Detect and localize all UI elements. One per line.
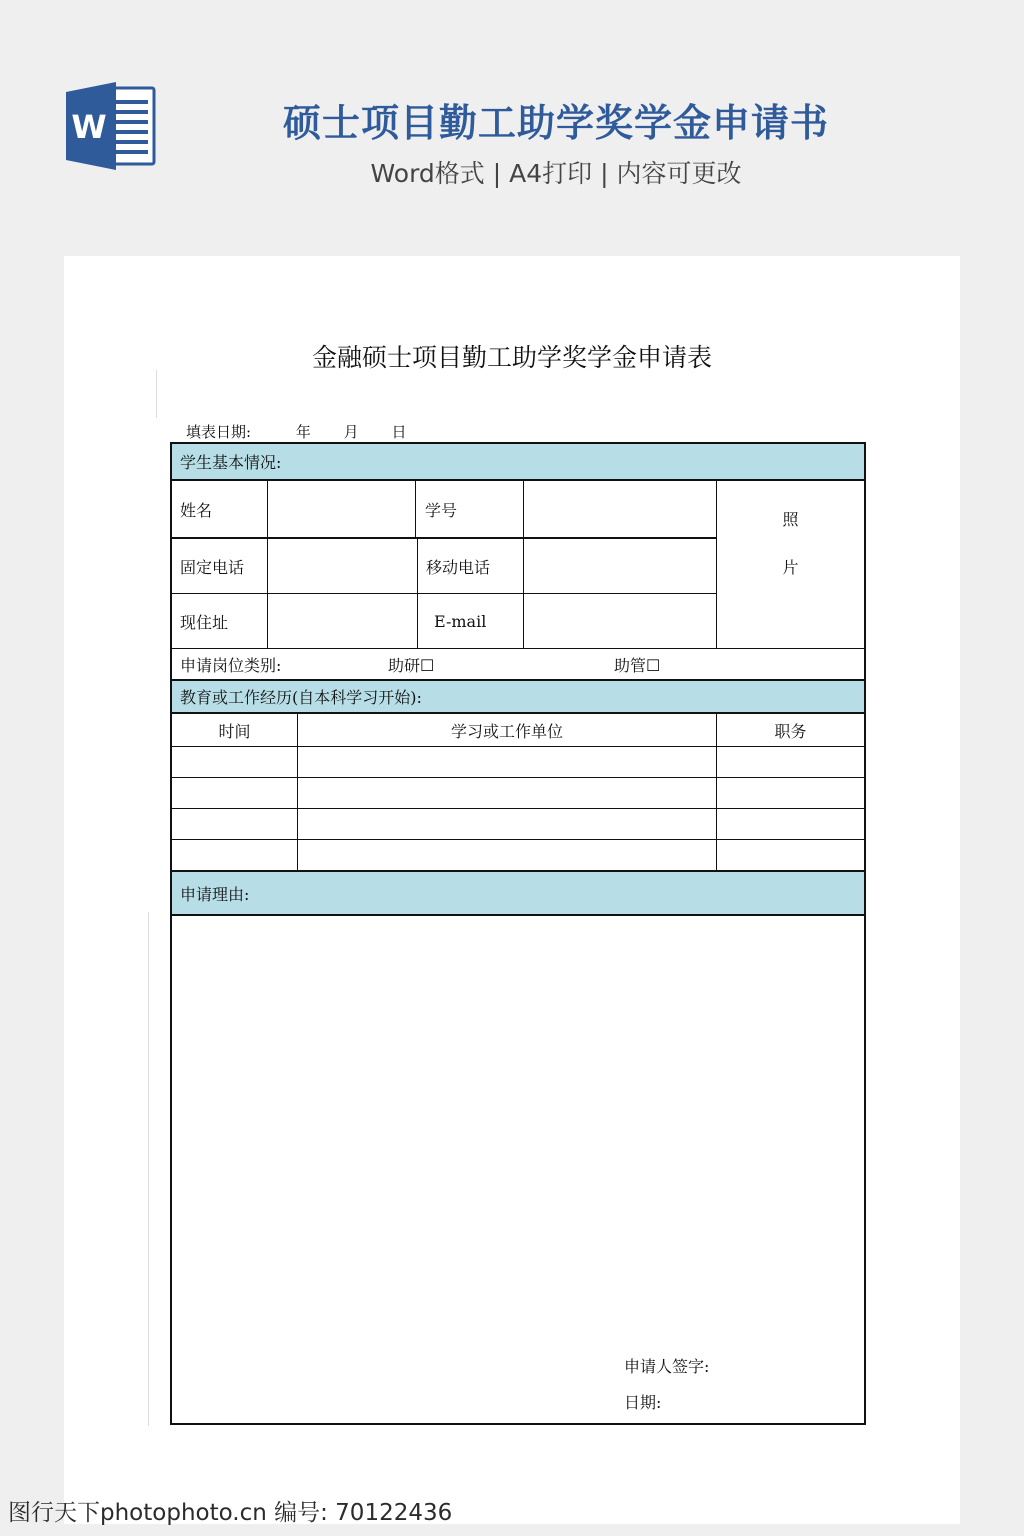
margin-guide — [148, 912, 149, 1426]
experience-org-cell[interactable] — [298, 747, 716, 777]
grid-line — [172, 808, 864, 809]
word-icon — [64, 82, 158, 170]
address-field[interactable] — [268, 594, 415, 648]
experience-header-role: 职务 — [774, 722, 807, 741]
email-label: E-mail — [434, 611, 487, 631]
experience-header-time: 时间 — [218, 722, 251, 741]
grid-line — [716, 714, 717, 870]
fill-date-day: 日 — [391, 423, 407, 441]
grid-line — [716, 481, 717, 648]
email-field[interactable] — [524, 594, 716, 648]
signature-label: 申请人签字: — [624, 1356, 710, 1376]
fill-date-year: 年 — [295, 423, 311, 441]
experience-time-cell[interactable] — [172, 747, 297, 777]
landline-label: 固定电话 — [180, 557, 245, 577]
fill-date-month: 月 — [343, 423, 359, 441]
promo-title: 硕士项目勤工助学奖学金申请书 — [282, 101, 829, 145]
grid-line — [415, 481, 416, 539]
promo-subtitle: Word格式 | A4打印 | 内容可更改 — [370, 159, 742, 188]
promo-header — [0, 0, 1024, 240]
student-id-label: 学号 — [425, 501, 458, 520]
grid-line — [172, 777, 864, 778]
date-label: 日期: — [624, 1392, 662, 1412]
grid-line — [172, 537, 716, 539]
position-label: 申请岗位类别: — [180, 656, 282, 675]
watermark: 图行天下photophoto.cn 编号: 70122436 — [8, 1500, 453, 1526]
form-title: 金融硕士项目勤工助学奖学金申请表 — [311, 343, 712, 372]
photo-label-2: 片 — [782, 557, 799, 577]
name-label: 姓名 — [180, 501, 213, 520]
mobile-label: 移动电话 — [426, 557, 491, 577]
photo-label-1: 照 — [782, 509, 799, 529]
reason-textarea[interactable] — [172, 917, 864, 1347]
grid-line — [297, 714, 298, 870]
fill-date-label: 填表日期: — [186, 423, 252, 441]
experience-role-cell[interactable] — [717, 747, 864, 777]
section-basic-info: 学生基本情况: — [172, 444, 864, 481]
grid-line — [172, 593, 716, 594]
margin-guide — [156, 370, 157, 418]
landline-field[interactable] — [268, 539, 415, 593]
fill-date-line — [186, 421, 434, 442]
name-field[interactable] — [268, 481, 415, 538]
grid-line — [172, 839, 864, 840]
experience-header-org: 学习或工作单位 — [450, 722, 563, 741]
position-option-research[interactable]: 助研☐ — [388, 656, 435, 675]
grid-line — [523, 481, 524, 648]
position-option-admin[interactable]: 助管☐ — [614, 656, 661, 675]
section-reason: 申请理由: — [172, 872, 864, 916]
grid-line — [267, 481, 268, 648]
application-form — [170, 442, 866, 1425]
address-label: 现住址 — [180, 612, 229, 632]
section-experience: 教育或工作经历(自本科学习开始): — [172, 681, 864, 714]
mobile-field[interactable] — [524, 539, 716, 593]
logo-letter: W — [71, 108, 107, 146]
student-id-field[interactable] — [524, 481, 716, 538]
